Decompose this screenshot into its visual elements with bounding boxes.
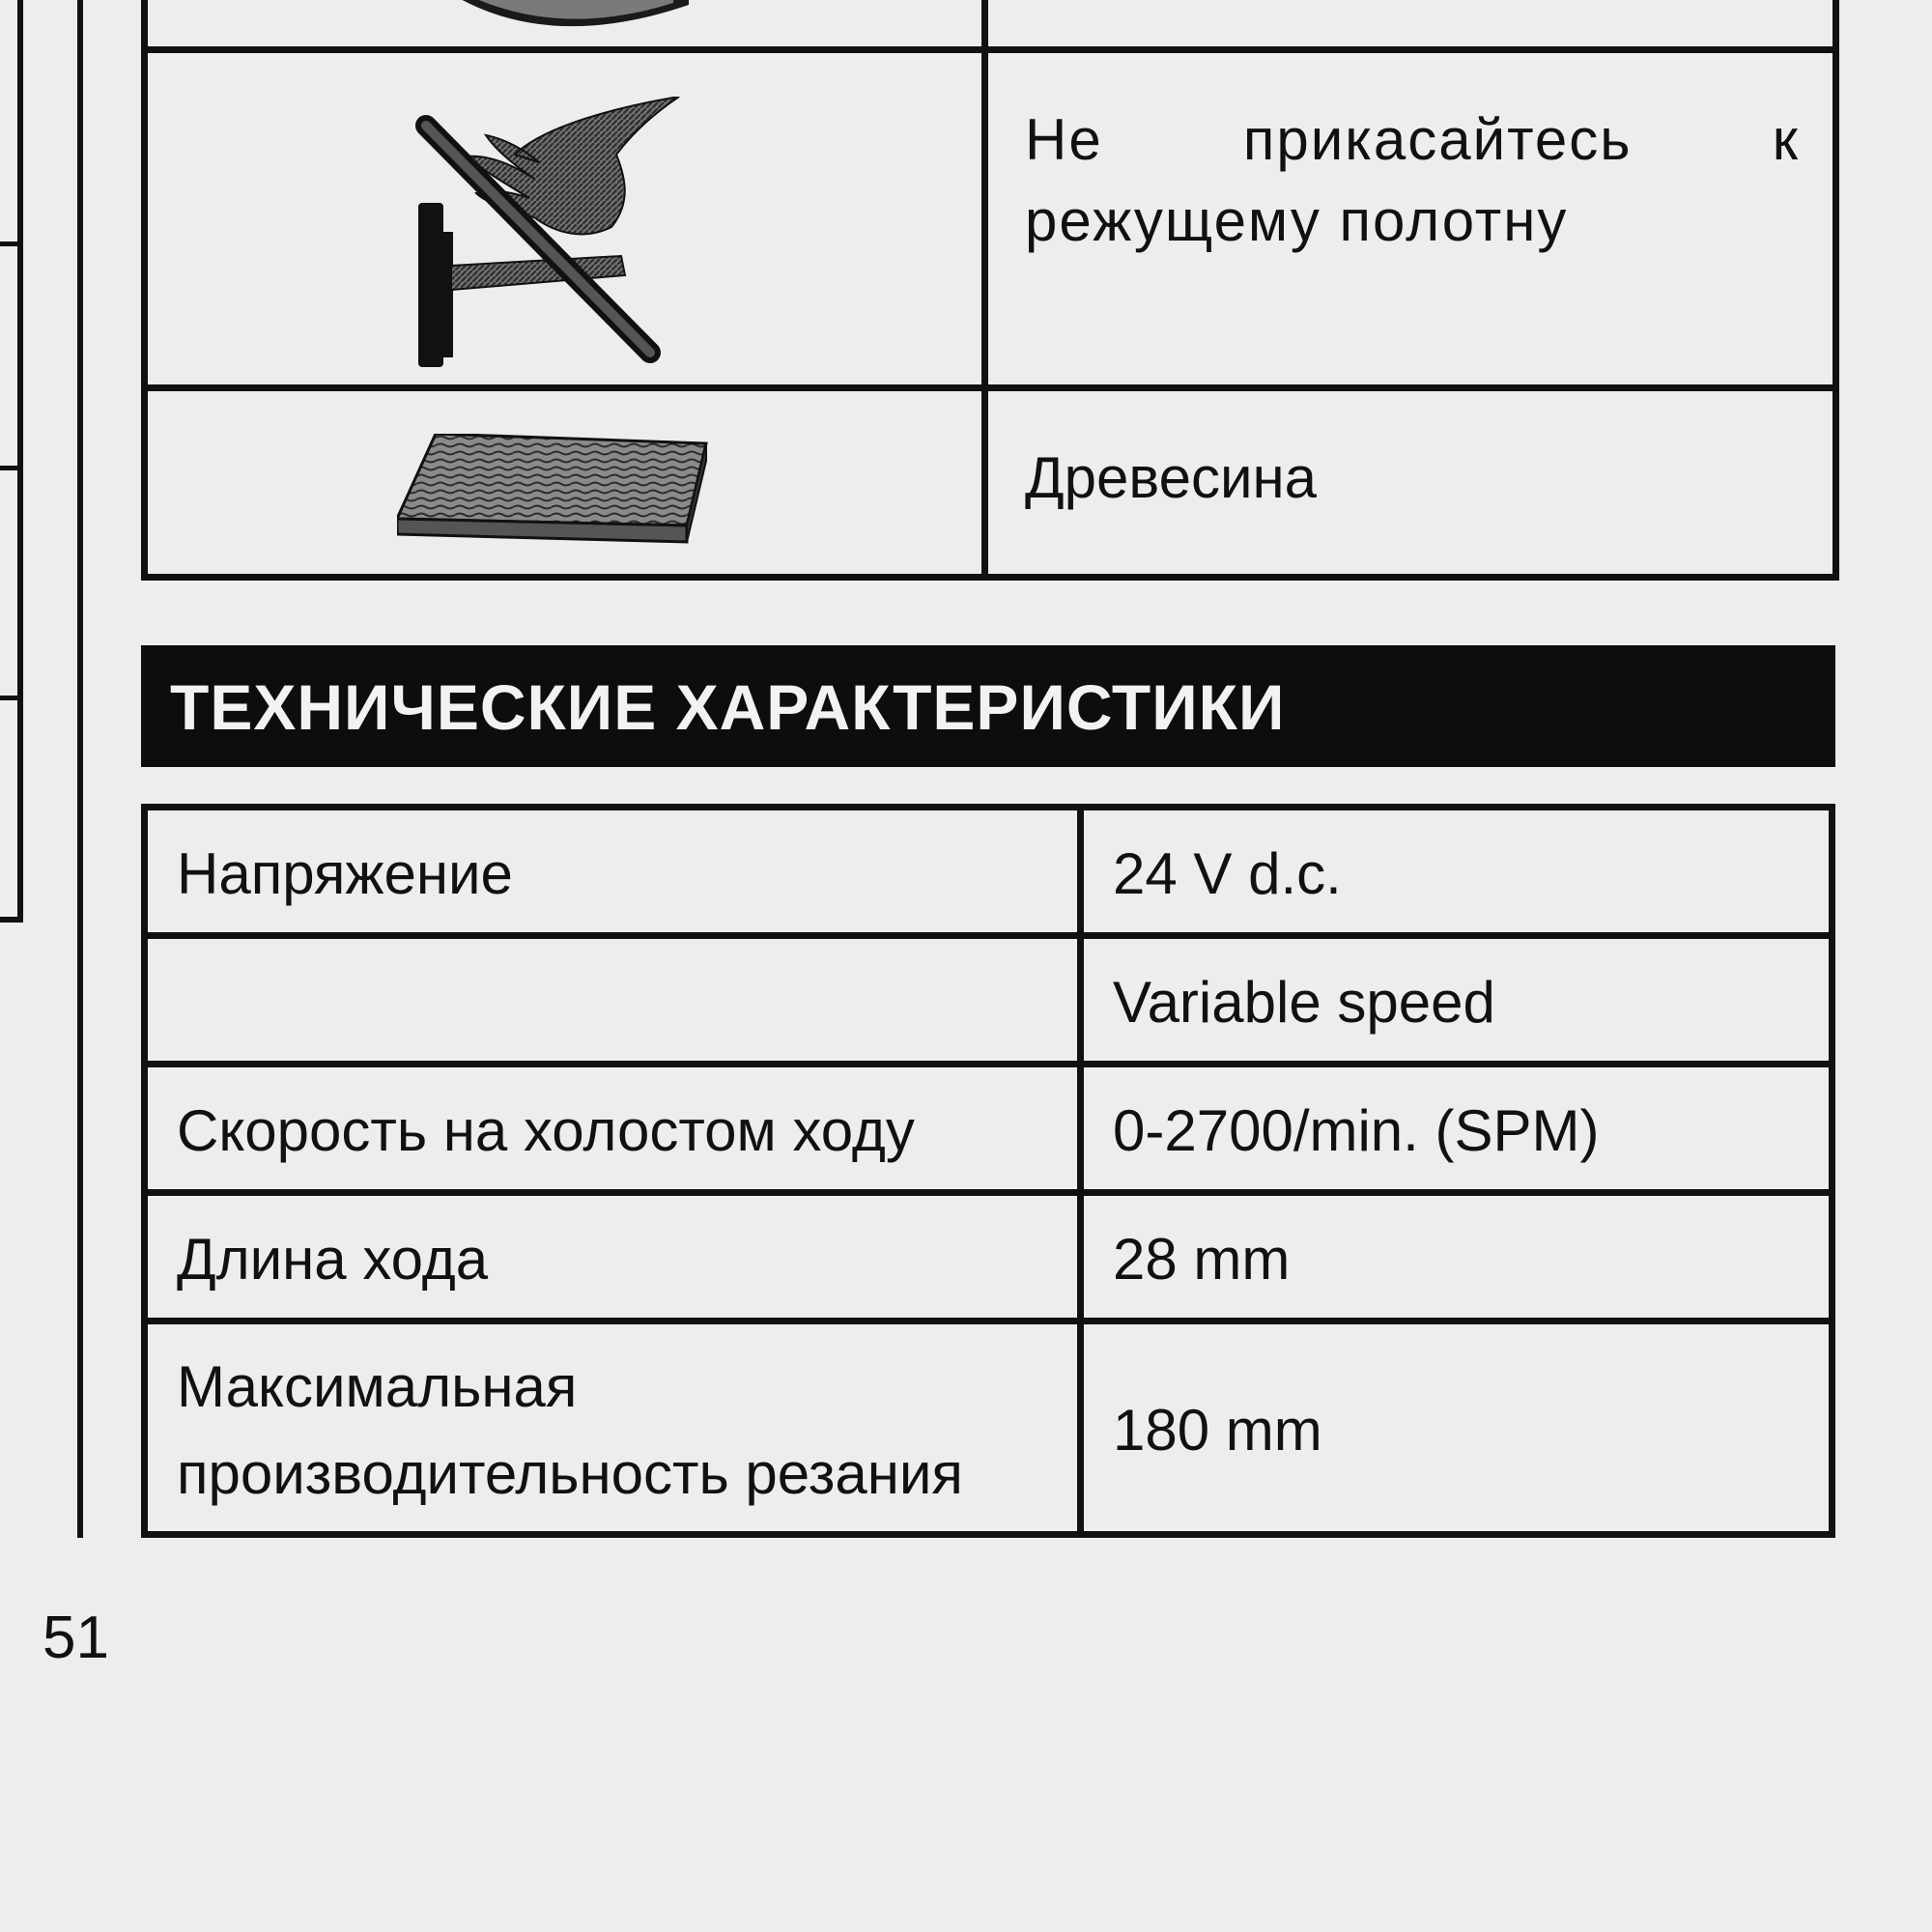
spec-row [145, 808, 1833, 936]
partial-circle-icon [148, 0, 988, 53]
page-number: 51 [43, 1605, 109, 1671]
table-edge-rule [0, 696, 19, 700]
spec-label [145, 936, 1081, 1065]
spec-row [145, 1065, 1833, 1193]
spec-label: Максимальная производительность резания [145, 1321, 1081, 1535]
section-title: ТЕХНИЧЕСКИЕ ХАРАКТЕРИСТИКИ [141, 645, 1835, 767]
symbol-row [145, 388, 1836, 578]
spec-row [145, 936, 1833, 1065]
table-edge-rule [0, 466, 19, 470]
symbol-description [985, 0, 1836, 50]
do-not-touch-blade-icon [409, 97, 718, 377]
spec-value: 28 mm [1081, 1193, 1833, 1321]
specifications-table [141, 804, 1835, 1538]
spec-row [145, 1321, 1833, 1535]
spec-row [145, 1193, 1833, 1321]
spec-value: Variable speed [1081, 936, 1833, 1065]
symbol-icon-cell [145, 388, 985, 578]
page-margin-rule [77, 0, 83, 1538]
symbol-icon-cell [145, 50, 985, 388]
symbol-row [145, 0, 1836, 50]
spec-label: Скорость на холостом ходу [145, 1065, 1081, 1193]
symbol-icon-cell [145, 0, 985, 50]
symbol-description: Древесина [985, 388, 1836, 578]
adjacent-page-table-edge [0, 0, 23, 923]
spec-value: 0-2700/min. (SPM) [1081, 1065, 1833, 1193]
wood-plank-icon [397, 434, 725, 550]
spec-label: Напряжение [145, 808, 1081, 936]
symbols-table [141, 0, 1839, 581]
spec-value: 24 V d.c. [1081, 808, 1833, 936]
symbol-description: Не прикасайтесь к режущему полотну [985, 50, 1836, 388]
table-edge-rule [0, 242, 19, 246]
spec-label: Длина хода [145, 1193, 1081, 1321]
symbol-row [145, 50, 1836, 388]
spec-value: 180 mm [1081, 1321, 1833, 1535]
